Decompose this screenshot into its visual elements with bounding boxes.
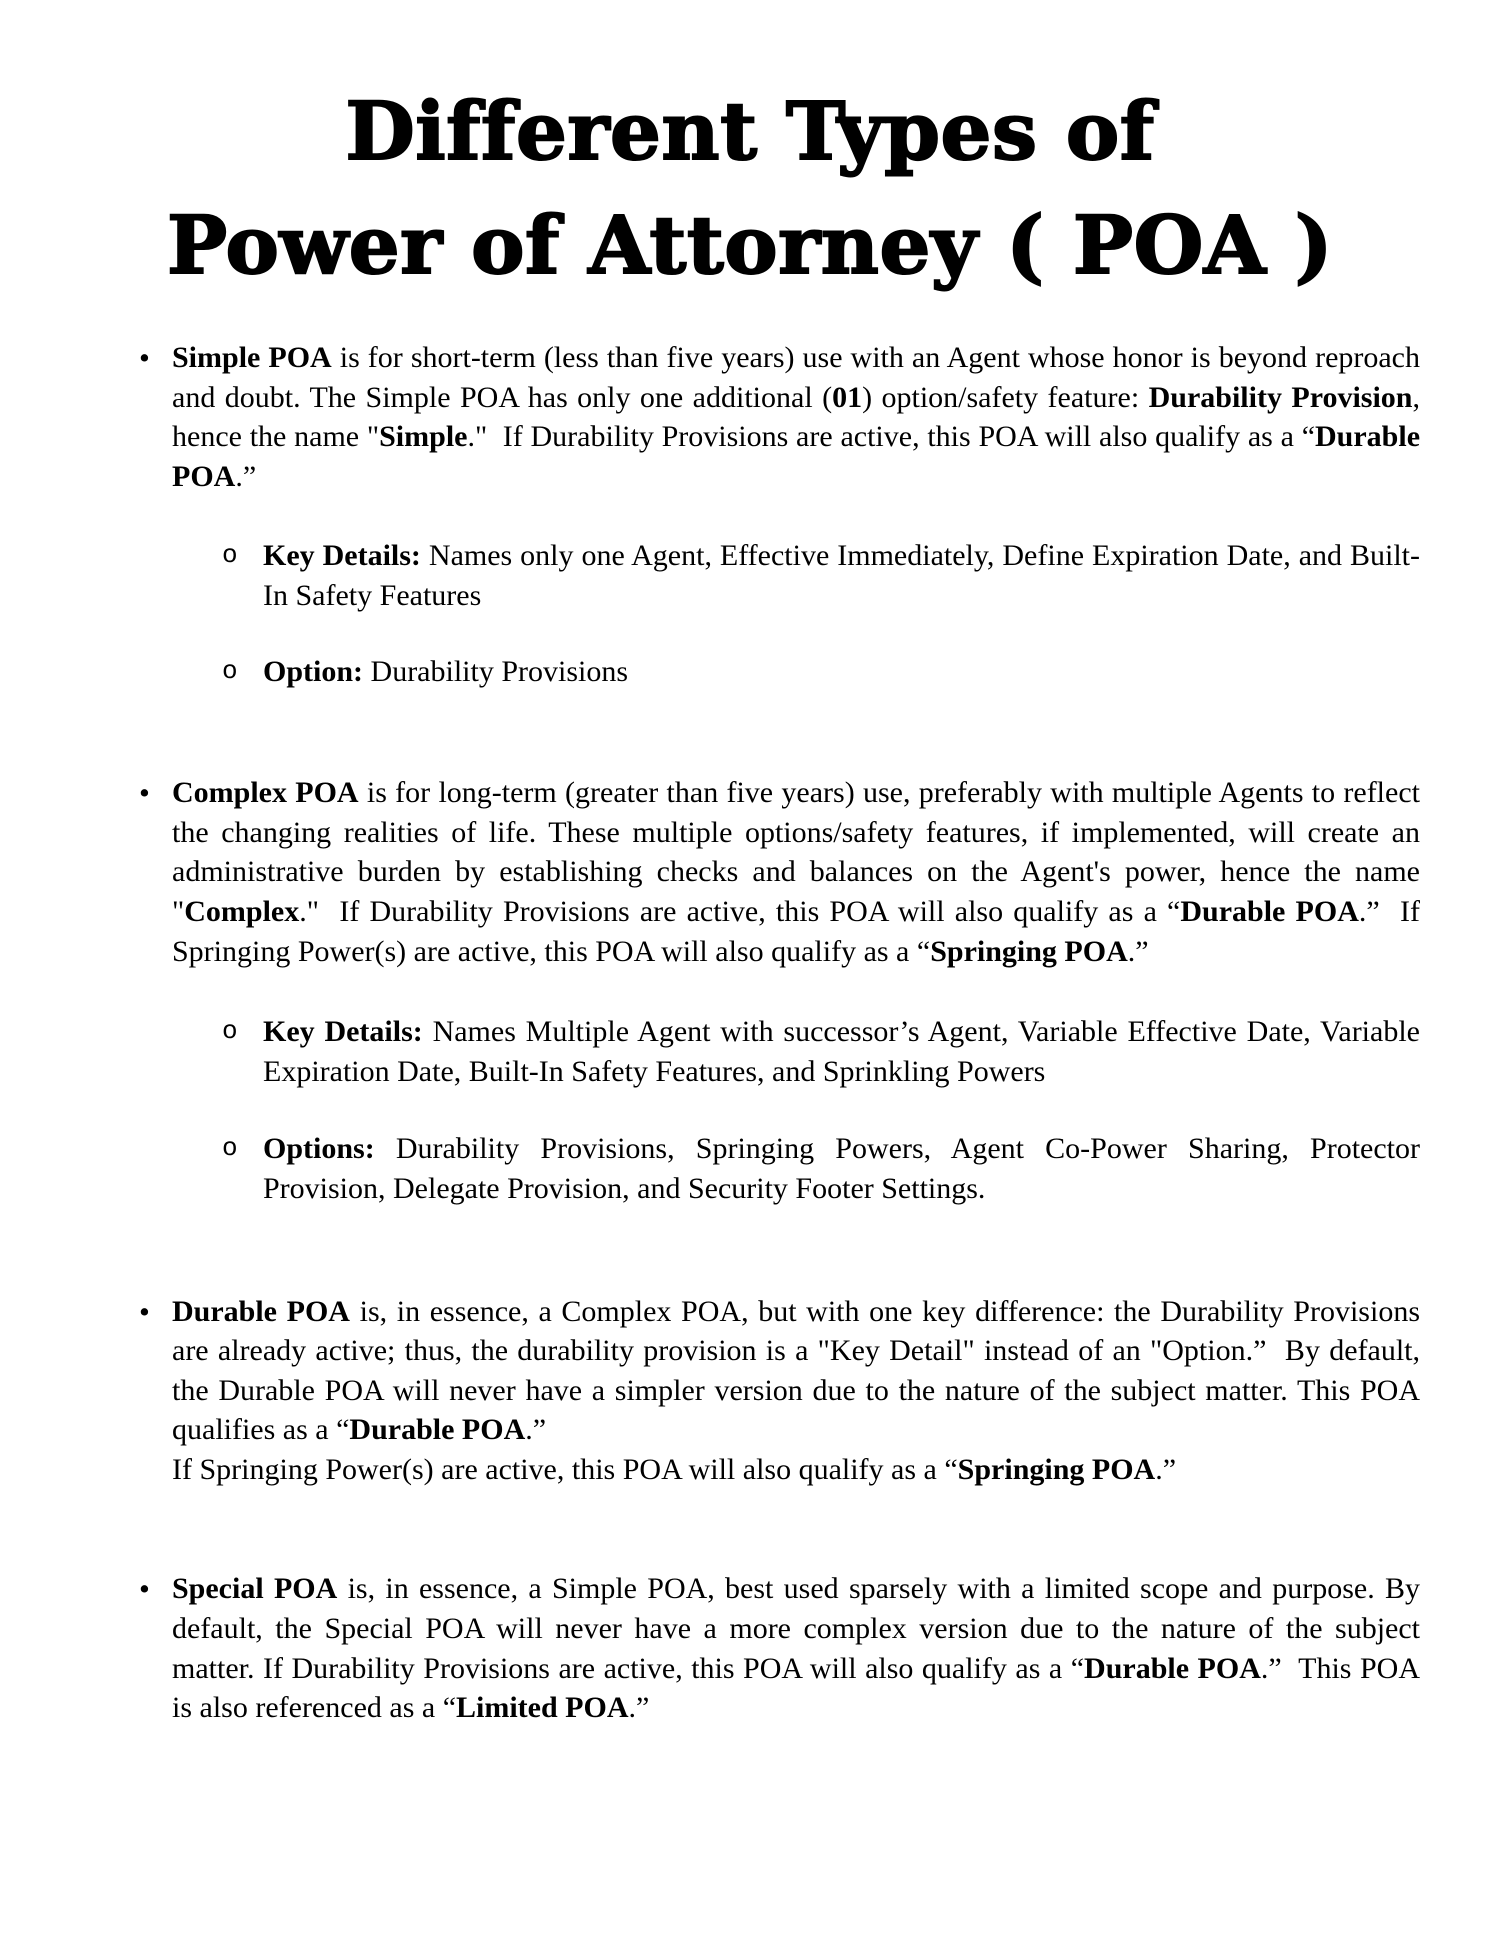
circle-bullet-icon: o <box>222 540 238 571</box>
bullet-dot-icon: • <box>139 775 150 811</box>
title-line-2: Power of Attorney ( POA ) <box>166 198 1334 292</box>
title-line-1: Different Types of <box>345 84 1155 178</box>
circle-bullet-icon: o <box>222 1133 238 1164</box>
sub-bullet-complex-key-details <box>222 1012 1420 1091</box>
bullet-dot-icon: • <box>139 1571 150 1607</box>
document-title <box>0 0 1500 302</box>
circle-bullet-icon: o <box>222 655 238 686</box>
sub-bullet-simple-key-details <box>222 536 1420 615</box>
sub-bullet-text: Option: Durability Provisions <box>263 654 629 688</box>
bullet-text: Simple POA is for short-term (less than five years) use with an Agent whose honor is beyond reproach and doubt. The Simple POA has only one additional (01) option/safety feature: Durability Provision, hence the name "Simple." If Durability Provisions are active, this POA will also qualify as a “Durable POA.” <box>172 341 1421 493</box>
bullet-text: Special POA is, in essence, a Simple POA, best used sparsely with a limited scope and purpose. By default, the Special POA will never have a more complex version due to the nature of the subject matter. If Durability Provisions are active, this POA will also qualify as a “Durable POA.” This POA is also referenced as a “Limited POA.” <box>172 1572 1420 1725</box>
bullet-durable-poa <box>139 1292 1420 1490</box>
circle-bullet-icon: o <box>222 1016 238 1047</box>
bullet-dot-icon: • <box>139 340 150 375</box>
bullet-text: Complex POA is for long-term (greater than five years) use, preferably with multiple Agents to reflect the changing realities of life. These multiple options/safety features, if implemented, will create an administrative burden by establishing checks and balances on the Agent's power, hence the name "Complex." If Durability Provisions are active, this POA will also qualify as a “Durable POA.” If Springing Power(s) are active, this POA will also qualify as a “Springing POA.” <box>172 776 1421 968</box>
bullet-simple-poa <box>139 338 1421 496</box>
sub-bullet-text: Options: Durability Provisions, Springing Powers, Agent Co-Power Sharing, Protector Provision, Delegate Provision, and Security Footer Settings. <box>263 1132 1420 1205</box>
sub-bullet-text: Key Details: Names Multiple Agent with successor’s Agent, Variable Effective Date, Variable Expiration Date, Built-In Safety Features, and Sprinkling Powers <box>263 1015 1420 1088</box>
sub-bullet-text: Key Details: Names only one Agent, Effective Immediately, Define Expiration Date, and Built-In Safety Features <box>263 539 1420 612</box>
sub-bullet-simple-option <box>222 652 1420 692</box>
bullet-text: Durable POA is, in essence, a Complex POA, but with one key difference: the Durability Provisions are already active; thus, the durability provision is a "Key Detail" instead of an "Option.” By default, the Durable POA will never have a simpler version due to the nature of the subject matter. This POA qualifies as a “Durable POA.” If Springing Power(s) are active, this POA will also qualify as a “Springing POA.” <box>172 1294 1420 1486</box>
bullet-dot-icon: • <box>139 1293 150 1329</box>
bullet-special-poa <box>139 1569 1420 1727</box>
sub-bullet-complex-options <box>222 1129 1420 1208</box>
bullet-complex-poa <box>139 773 1421 971</box>
